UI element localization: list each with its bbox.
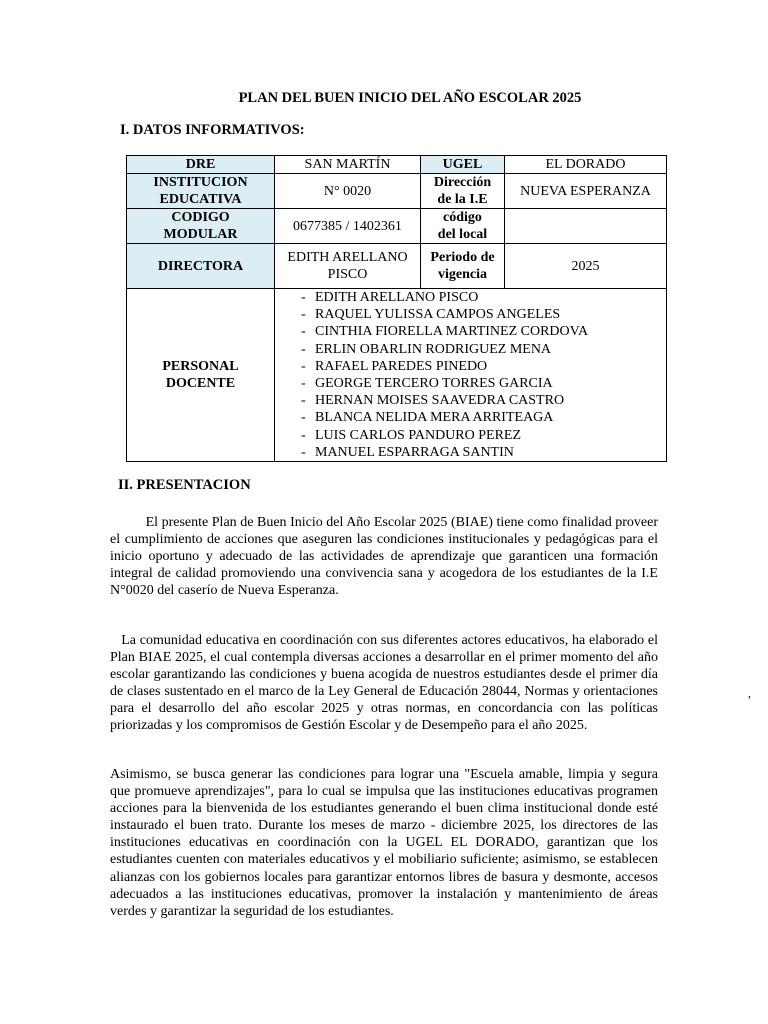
list-item: - RAFAEL PAREDES PINEDO — [301, 358, 664, 375]
list-item: - EDITH ARELLANO PISCO — [301, 289, 664, 306]
personal-docente-list-cell — [275, 289, 667, 462]
table-row — [127, 209, 667, 244]
ie-label-line1: INSTITUCION — [153, 175, 248, 190]
periodo-label-line1: Periodo de — [430, 250, 495, 265]
personal-label-line1: PERSONAL — [162, 359, 239, 375]
list-item: - GEORGE TERCERO TORRES GARCIA — [301, 375, 664, 392]
table-row — [127, 156, 667, 174]
directora-value-line2: PISCO — [327, 267, 368, 282]
staff-list — [277, 289, 664, 461]
paragraph: Asimismo, se busca generar las condiciones para lograr una "Escuela amable, limpia y segura que promueve aprendizajes", para lo cual se impulsa que las instituciones educativas programen acciones para la bienvenida de los estudiantes generando el buen clima institucional donde esté instaurado el buen trato. Durante los meses de marzo - diciembre 2025, los directores de las instituciones educativas en coordinación con la UGEL EL DORADO, garantizan que los estudiantes cuenten con materiales educativos y el mobiliario suficiente; asimismo, se establecen alianzas con los gobiernos locales para garantizar entornos libres de basura y desmonte, accesos adecuados a las instituciones educativas, promover la instalación y mantenimiento de áreas verdes y garantizar la seguridad de los estudiantes. — [110, 767, 658, 919]
dre-value: SAN MARTÍN — [275, 156, 421, 174]
periodo-value: 2025 — [505, 244, 667, 289]
dre-label: DRE — [127, 156, 275, 174]
table-row — [127, 174, 667, 209]
personal-docente-label — [127, 289, 275, 462]
table-row — [127, 244, 667, 289]
paragraph: La comunidad educativa en coordinación con sus diferentes actores educativos, ha elaborado el Plan BIAE 2025, el cual contempla diversas acciones a desarrollar en el primer momento del año escolar garantizando las condiciones y buena acogida de nuestros estudiantes desde el primer día de clases sustentado en el marco de la Ley General de Educación 28044, Normas y orientaciones para el desarrollo del año escolar 2025 y otras normas, en concordancia con las políticas priorizadas y los compromisos de Gestión Escolar y de Desempeño para el año 2025. — [110, 633, 658, 734]
periodo-label-line2: vigencia — [438, 267, 487, 282]
list-item: - ERLIN OBARLIN RODRIGUEZ MENA — [301, 341, 664, 358]
list-item: - RAQUEL YULISSA CAMPOS ANGELES — [301, 306, 664, 323]
list-item: - MANUEL ESPARRAGA SANTIN — [301, 444, 664, 461]
dir-ie-value: NUEVA ESPERANZA — [505, 174, 667, 209]
section-heading-presentacion: II. PRESENTACION — [118, 477, 251, 493]
codlocal-label — [421, 209, 505, 244]
list-item: - HERNAN MOISES SAAVEDRA CASTRO — [301, 392, 664, 409]
dir-ie-label-line2: de la I.E — [437, 192, 488, 207]
section-heading-datos: I. DATOS INFORMATIVOS: — [120, 122, 305, 138]
dir-ie-label — [421, 174, 505, 209]
codlocal-value — [505, 209, 667, 244]
directora-value — [275, 244, 421, 289]
list-item: - BLANCA NELIDA MERA ARRITEAGA — [301, 409, 664, 426]
table-row — [127, 289, 667, 462]
periodo-label — [421, 244, 505, 289]
directora-label: DIRECTORA — [127, 244, 275, 289]
ie-label — [127, 174, 275, 209]
dir-ie-label-line1: Dirección — [433, 175, 492, 190]
paragraph: El presente Plan de Buen Inicio del Año Escolar 2025 (BIAE) tiene como finalidad proveer el cumplimiento de acciones que aseguren las condiciones institucionales y pedagógicas para el inicio oportuno y adecuado de las actividades de aprendizaje que garanticen una formación integral de calidad promoviendo una convivencia sana y acogedora de los estudiantes de la I.E N°0020 del caserío de Nueva Esperanza. — [110, 515, 658, 599]
codmod-label-line2: MODULAR — [163, 227, 238, 242]
ie-value: N° 0020 — [275, 174, 421, 209]
list-item: - CINTHIA FIORELLA MARTINEZ CORDOVA — [301, 323, 664, 340]
ugel-value: EL DORADO — [505, 156, 667, 174]
ie-label-line2: EDUCATIVA — [159, 192, 242, 207]
codmod-value: 0677385 / 1402361 — [275, 209, 421, 244]
stray-mark: , — [748, 686, 751, 700]
codmod-label-line1: CODIGO — [171, 210, 230, 225]
codmod-label — [127, 209, 275, 244]
ugel-label: UGEL — [421, 156, 505, 174]
directora-value-line1: EDITH ARELLANO — [287, 250, 408, 265]
datos-informativos-table — [126, 155, 667, 462]
codlocal-label-line2: del local — [437, 227, 488, 242]
list-item: - LUIS CARLOS PANDURO PEREZ — [301, 427, 664, 444]
codlocal-label-line1: código — [443, 210, 482, 225]
document-title: PLAN DEL BUEN INICIO DEL AÑO ESCOLAR 2025 — [238, 90, 582, 106]
personal-label-line2: DOCENTE — [165, 376, 236, 392]
